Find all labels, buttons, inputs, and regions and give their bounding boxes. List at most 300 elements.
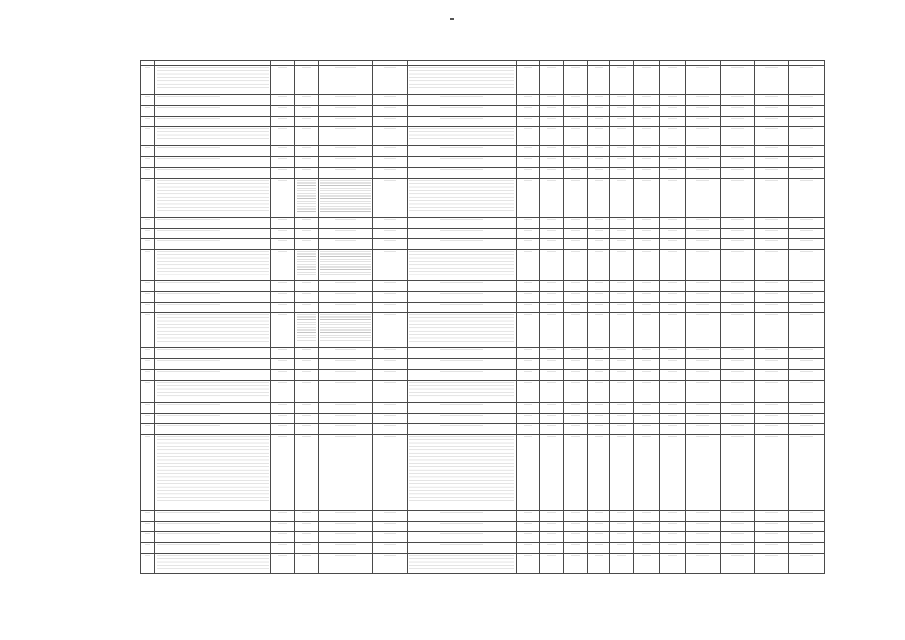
illegible-text — [547, 436, 556, 439]
illegible-text — [642, 118, 652, 121]
table-cell — [540, 239, 564, 250]
table-cell — [141, 510, 155, 521]
illegible-text — [297, 251, 317, 275]
illegible-text — [800, 240, 813, 243]
table-cell — [587, 369, 610, 380]
table-cell — [610, 510, 634, 521]
illegible-text — [384, 240, 397, 243]
illegible-text — [335, 436, 356, 439]
table-cell — [587, 359, 610, 370]
illegible-text — [642, 533, 652, 536]
table-cell — [686, 510, 720, 521]
illegible-text — [668, 180, 678, 183]
table-cell — [540, 218, 564, 229]
table-cell — [141, 435, 155, 511]
illegible-text — [696, 169, 709, 172]
illegible-text — [731, 96, 744, 99]
illegible-text — [595, 404, 603, 407]
table-cell — [720, 369, 754, 380]
table-cell — [295, 178, 319, 218]
illegible-text — [696, 67, 709, 70]
illegible-text — [145, 107, 150, 110]
illegible-text — [765, 180, 778, 183]
table-cell — [686, 291, 720, 302]
illegible-text — [278, 128, 287, 131]
illegible-text — [547, 382, 556, 385]
illegible-text — [145, 293, 150, 296]
illegible-text — [800, 282, 813, 285]
illegible-text — [547, 314, 556, 317]
illegible-text — [547, 251, 556, 254]
illegible-text — [800, 404, 813, 407]
illegible-text — [696, 425, 709, 428]
table-cell — [271, 291, 295, 302]
table-cell — [660, 239, 686, 250]
table-cell — [516, 146, 540, 157]
table-cell — [720, 553, 754, 573]
table-cell — [295, 66, 319, 95]
table-cell — [754, 178, 788, 218]
table-cell — [540, 127, 564, 146]
table-cell — [720, 424, 754, 435]
illegible-text — [696, 314, 709, 317]
illegible-text — [302, 282, 311, 285]
illegible-text — [642, 523, 652, 526]
illegible-text — [278, 371, 287, 374]
illegible-text — [157, 158, 220, 161]
table-cell — [634, 313, 660, 348]
illegible-text — [765, 293, 778, 296]
illegible-text — [547, 533, 556, 536]
table-cell — [516, 281, 540, 292]
illegible-text — [765, 314, 778, 317]
table-cell — [516, 239, 540, 250]
table-cell — [634, 435, 660, 511]
illegible-text — [617, 219, 626, 222]
illegible-text — [731, 523, 744, 526]
illegible-text — [302, 533, 311, 536]
illegible-text — [696, 147, 709, 150]
illegible-text — [547, 512, 556, 515]
table-cell — [634, 553, 660, 573]
illegible-text — [571, 67, 580, 70]
illegible-text — [731, 147, 744, 150]
table-cell — [660, 291, 686, 302]
illegible-text — [731, 371, 744, 374]
illegible-text — [302, 107, 311, 110]
table-cell — [754, 66, 788, 95]
illegible-text — [524, 425, 533, 428]
illegible-text — [800, 180, 813, 183]
illegible-text — [409, 180, 514, 212]
table-cell — [610, 218, 634, 229]
table-cell — [754, 95, 788, 106]
illegible-text — [335, 425, 356, 428]
table-cell — [610, 302, 634, 313]
illegible-text — [384, 147, 397, 150]
table-cell — [155, 291, 271, 302]
table-cell — [686, 116, 720, 127]
illegible-text — [335, 147, 356, 150]
table-row — [141, 302, 825, 313]
illegible-text — [668, 533, 678, 536]
illegible-text — [145, 67, 150, 70]
table-cell — [407, 369, 516, 380]
table-cell — [516, 359, 540, 370]
table-cell — [754, 218, 788, 229]
illegible-text — [571, 240, 580, 243]
table-cell — [141, 281, 155, 292]
table-cell — [318, 542, 373, 553]
illegible-text — [145, 555, 150, 558]
illegible-text — [157, 282, 220, 285]
table-cell — [720, 542, 754, 553]
table-cell — [754, 291, 788, 302]
illegible-text — [440, 512, 483, 515]
table-cell — [610, 239, 634, 250]
table-cell — [318, 291, 373, 302]
table-cell — [587, 218, 610, 229]
table-cell — [141, 348, 155, 359]
table-cell — [271, 167, 295, 178]
illegible-text — [278, 147, 287, 150]
illegible-text — [335, 404, 356, 407]
table-cell — [295, 218, 319, 229]
table-cell — [318, 369, 373, 380]
table-cell — [754, 510, 788, 521]
illegible-text — [335, 219, 356, 222]
illegible-text — [765, 96, 778, 99]
illegible-text — [595, 128, 603, 131]
table-cell — [271, 521, 295, 532]
table-cell — [634, 510, 660, 521]
table-cell — [789, 167, 825, 178]
table-row — [141, 402, 825, 413]
illegible-text — [384, 67, 397, 70]
illegible-text — [157, 107, 220, 110]
illegible-text — [384, 282, 397, 285]
table-cell — [754, 424, 788, 435]
table-cell — [155, 127, 271, 146]
table-cell — [155, 424, 271, 435]
illegible-text — [696, 158, 709, 161]
illegible-text — [409, 67, 514, 89]
table-cell — [686, 348, 720, 359]
table-row — [141, 239, 825, 250]
table-cell — [318, 532, 373, 543]
illegible-text — [731, 415, 744, 418]
table-cell — [141, 157, 155, 168]
illegible-text — [524, 555, 533, 558]
illegible-text — [617, 425, 626, 428]
illegible-text — [595, 219, 603, 222]
table-cell — [686, 239, 720, 250]
illegible-text — [617, 251, 626, 254]
illegible-text — [800, 349, 813, 352]
illegible-text — [547, 555, 556, 558]
table-cell — [271, 359, 295, 370]
table-cell — [141, 66, 155, 95]
illegible-text — [642, 293, 652, 296]
illegible-text — [765, 544, 778, 547]
table-cell — [373, 95, 407, 106]
table-cell — [373, 167, 407, 178]
illegible-text — [731, 360, 744, 363]
table-cell — [516, 178, 540, 218]
table-cell — [318, 228, 373, 239]
table-cell — [407, 380, 516, 402]
table-cell — [660, 167, 686, 178]
table-cell — [318, 281, 373, 292]
table-cell — [295, 553, 319, 573]
illegible-text — [617, 240, 626, 243]
illegible-text — [595, 147, 603, 150]
table-cell — [634, 66, 660, 95]
table-cell — [686, 380, 720, 402]
table-cell — [634, 218, 660, 229]
table-cell — [318, 167, 373, 178]
illegible-text — [800, 67, 813, 70]
table-cell — [271, 239, 295, 250]
table-cell — [789, 380, 825, 402]
table-cell — [720, 532, 754, 543]
table-cell — [660, 359, 686, 370]
illegible-text — [800, 147, 813, 150]
table-cell — [686, 532, 720, 543]
table-cell — [634, 105, 660, 116]
table-row — [141, 281, 825, 292]
table-cell — [407, 553, 516, 573]
table-cell — [587, 435, 610, 511]
illegible-text — [440, 158, 483, 161]
illegible-text — [765, 67, 778, 70]
illegible-text — [524, 404, 533, 407]
table-cell — [754, 105, 788, 116]
table-cell — [610, 435, 634, 511]
illegible-text — [524, 533, 533, 536]
table-cell — [720, 250, 754, 281]
table-cell — [141, 127, 155, 146]
illegible-text — [384, 304, 397, 307]
illegible-text — [440, 304, 483, 307]
illegible-text — [157, 371, 220, 374]
illegible-text — [668, 371, 678, 374]
table-cell — [373, 250, 407, 281]
table-cell — [660, 510, 686, 521]
illegible-text — [800, 251, 813, 254]
table-cell — [540, 167, 564, 178]
illegible-text — [696, 219, 709, 222]
table-row — [141, 532, 825, 543]
table-cell — [686, 281, 720, 292]
page-number — [448, 14, 456, 24]
illegible-text — [617, 169, 626, 172]
table-cell — [754, 553, 788, 573]
illegible-text — [668, 128, 678, 131]
table-cell — [540, 348, 564, 359]
table-cell — [516, 521, 540, 532]
illegible-text — [335, 158, 356, 161]
table-cell — [660, 178, 686, 218]
table-cell — [407, 178, 516, 218]
illegible-text — [765, 169, 778, 172]
table-cell — [686, 105, 720, 116]
table-cell — [141, 413, 155, 424]
table-cell — [720, 228, 754, 239]
illegible-text — [765, 219, 778, 222]
illegible-text — [617, 107, 626, 110]
illegible-text — [642, 230, 652, 233]
table-cell — [373, 359, 407, 370]
illegible-text — [595, 360, 603, 363]
illegible-text — [157, 415, 220, 418]
table-cell — [686, 66, 720, 95]
table-cell — [610, 359, 634, 370]
illegible-text — [668, 360, 678, 363]
illegible-text — [302, 240, 311, 243]
illegible-text — [668, 219, 678, 222]
illegible-text — [642, 382, 652, 385]
table-cell — [610, 532, 634, 543]
table-cell — [155, 402, 271, 413]
table-cell — [789, 521, 825, 532]
table-cell — [587, 553, 610, 573]
illegible-text — [696, 349, 709, 352]
illegible-text — [595, 533, 603, 536]
table-cell — [141, 402, 155, 413]
table-cell — [141, 218, 155, 229]
illegible-text — [524, 544, 533, 547]
illegible-text — [617, 533, 626, 536]
table-cell — [564, 424, 588, 435]
illegible-text — [731, 533, 744, 536]
table-cell — [610, 348, 634, 359]
illegible-text — [145, 415, 150, 418]
illegible-text — [278, 240, 287, 243]
table-cell — [610, 178, 634, 218]
table-cell — [660, 402, 686, 413]
illegible-text — [524, 107, 533, 110]
illegible-text — [668, 404, 678, 407]
illegible-text — [157, 544, 220, 547]
table-row — [141, 127, 825, 146]
illegible-text — [302, 512, 311, 515]
illegible-text — [800, 230, 813, 233]
illegible-text — [595, 293, 603, 296]
illegible-text — [384, 158, 397, 161]
illegible-text — [571, 436, 580, 439]
table-cell — [587, 402, 610, 413]
table-cell — [271, 302, 295, 313]
illegible-text — [668, 282, 678, 285]
illegible-text — [278, 436, 287, 439]
illegible-text — [617, 314, 626, 317]
illegible-text — [595, 158, 603, 161]
illegible-text — [765, 555, 778, 558]
table-cell — [610, 521, 634, 532]
illegible-text — [335, 282, 356, 285]
table-cell — [295, 302, 319, 313]
illegible-text — [157, 382, 269, 398]
illegible-text — [595, 349, 603, 352]
illegible-text — [145, 128, 150, 131]
table-cell — [634, 291, 660, 302]
table-cell — [660, 521, 686, 532]
illegible-text — [571, 314, 580, 317]
illegible-text — [440, 240, 483, 243]
illegible-text — [765, 251, 778, 254]
table-cell — [155, 95, 271, 106]
illegible-text — [384, 107, 397, 110]
table-cell — [564, 380, 588, 402]
illegible-text — [524, 293, 533, 296]
illegible-text — [297, 180, 317, 212]
table-cell — [540, 178, 564, 218]
illegible-text — [384, 360, 397, 363]
table-cell — [634, 239, 660, 250]
illegible-text — [302, 158, 311, 161]
table-cell — [318, 178, 373, 218]
table-cell — [754, 239, 788, 250]
illegible-text — [800, 512, 813, 515]
table-cell — [155, 66, 271, 95]
table-cell — [754, 348, 788, 359]
illegible-text — [440, 523, 483, 526]
illegible-text — [547, 158, 556, 161]
illegible-text — [384, 96, 397, 99]
table-cell — [318, 510, 373, 521]
illegible-text — [800, 118, 813, 121]
illegible-text — [731, 293, 744, 296]
table-cell — [587, 542, 610, 553]
table-cell — [516, 66, 540, 95]
table-cell — [789, 239, 825, 250]
illegible-text — [642, 544, 652, 547]
table-cell — [516, 542, 540, 553]
table-cell — [540, 302, 564, 313]
illegible-text — [571, 544, 580, 547]
table-cell — [295, 157, 319, 168]
illegible-text — [547, 415, 556, 418]
illegible-text — [524, 512, 533, 515]
table-cell — [141, 359, 155, 370]
illegible-text — [595, 314, 603, 317]
illegible-text — [731, 180, 744, 183]
table-cell — [407, 291, 516, 302]
table-cell — [295, 359, 319, 370]
illegible-text — [384, 349, 397, 352]
illegible-text — [571, 555, 580, 558]
illegible-text — [409, 382, 514, 398]
table-row — [141, 157, 825, 168]
illegible-text — [595, 282, 603, 285]
table-row — [141, 510, 825, 521]
illegible-text — [145, 158, 150, 161]
table-cell — [407, 105, 516, 116]
table-cell — [587, 239, 610, 250]
illegible-text — [157, 314, 269, 342]
table-cell — [407, 510, 516, 521]
table-cell — [540, 250, 564, 281]
table-cell — [540, 510, 564, 521]
table-cell — [789, 542, 825, 553]
illegible-text — [571, 293, 580, 296]
illegible-text — [145, 282, 150, 285]
table-cell — [141, 424, 155, 435]
illegible-text — [617, 118, 626, 121]
table-cell — [516, 402, 540, 413]
illegible-text — [696, 107, 709, 110]
